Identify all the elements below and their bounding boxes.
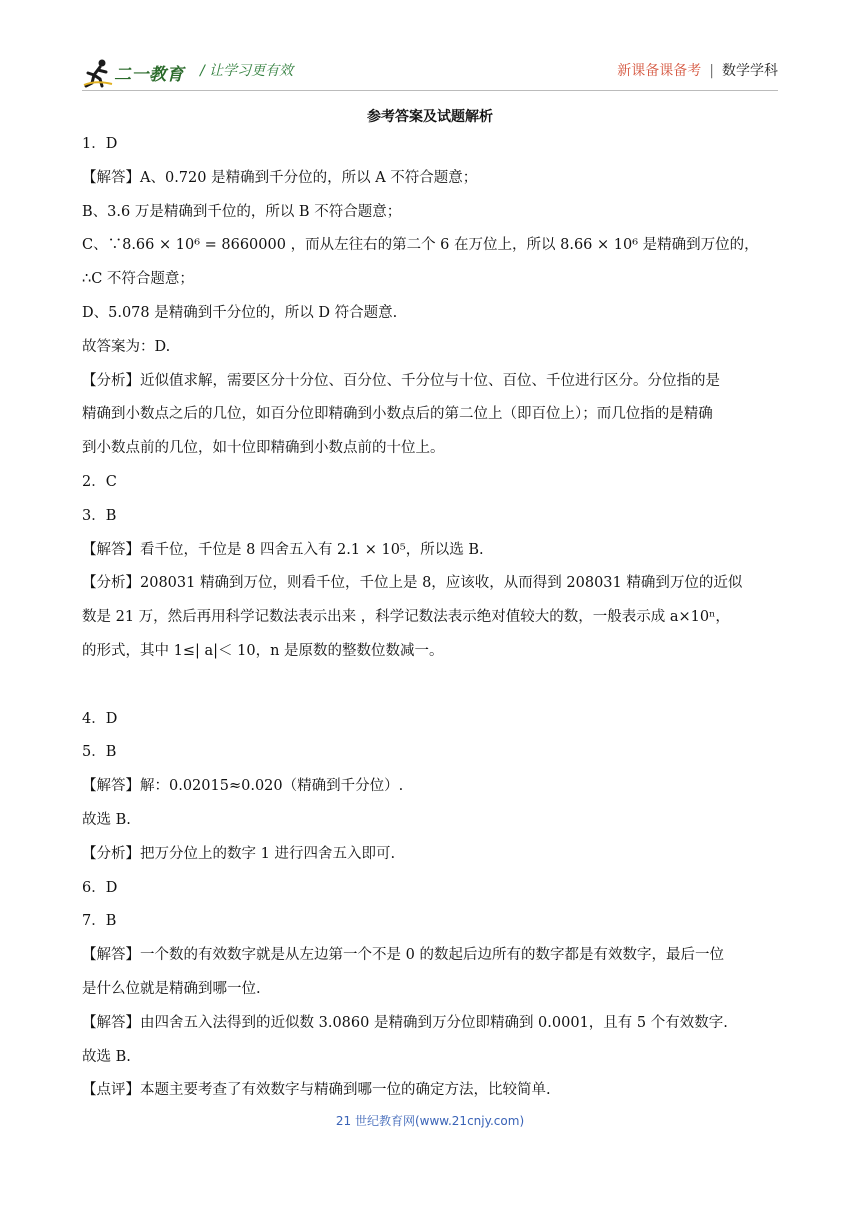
answer-content xyxy=(82,128,778,1108)
blank-line xyxy=(82,669,778,703)
text-line: 2．C xyxy=(82,473,117,490)
text-line: 【点评】本题主要考查了有效数字与精确到哪一位的确定方法，比较简单. xyxy=(82,1082,551,1099)
text-line: 到小数点前的几位，如十位即精确到小数点前的十位上。 xyxy=(82,440,445,457)
subject-label: 数学学科 xyxy=(722,63,778,79)
text-line: 的形式，其中 1≤| a|＜ 10，n 是原数的整数位数减一。 xyxy=(82,642,444,659)
text-line: 精确到小数点之后的几位，如百分位即精确到小数点后的第二位上（即百位上）；而几位指的是精确 xyxy=(82,406,713,423)
text-line: 【分析】把万分位上的数字 1 进行四舍五入即可. xyxy=(82,845,396,862)
text-line: 【解答】看千位，千位是 8 四舍五入有 2.1 × 10⁵，所以选 B. xyxy=(82,541,484,558)
text-line: 数是 21 万，然后再用科学记数法表示出来 ，科学记数法表示绝对值较大的数，一般表示成 a×10ⁿ， xyxy=(82,609,730,626)
text-line: 是什么位就是精确到哪一位. xyxy=(82,980,261,997)
footer-source: 21 世纪教育网(www.21cnjy.com) xyxy=(335,1114,525,1128)
logo xyxy=(82,58,194,88)
text-line: 【解答】A、0.720 是精确到千分位的，所以 A 不符合题意； xyxy=(82,169,478,186)
text-line: 【分析】近似值求解，需要区分十分位、百分位、千分位与十位、百位、千位进行区分。分位指的是 xyxy=(82,372,720,389)
header-divider xyxy=(82,90,778,91)
text-line: 【解答】由四舍五入法得到的近似数 3.0860 是精确到万分位即精确到 0.0001，且有 5 个有效数字. xyxy=(82,1014,728,1031)
text-line: 1．D xyxy=(82,136,118,152)
text-line: D、5.078 是精确到千分位的，所以 D 符合题意. xyxy=(82,304,398,321)
text-line: 故答案为：D. xyxy=(82,338,171,355)
text-line: B、3.6 万是精确到千位的，所以 B 不符合题意； xyxy=(82,203,402,220)
text-line: C、∵8.66 × 10⁶ = 8660000 ，而从左往右的第二个 6 在万位上，所以 8.66 × 10⁶ 是精确到万位的， xyxy=(82,237,759,254)
runner-logo-icon xyxy=(82,58,114,88)
logo-text: 二一教育 xyxy=(114,65,184,85)
slogan: / 让学习更有效 xyxy=(200,63,294,79)
text-line: 【解答】一个数的有效数字就是从左边第一个不是 0 的数起后边所有的数字都是有效数字，最后一位 xyxy=(82,947,724,964)
header-right xyxy=(617,60,778,80)
text-line: 5．B xyxy=(82,744,117,761)
text-line: 4．D xyxy=(82,710,118,727)
text-line: 故选 B. xyxy=(82,811,131,828)
text-line: 7．B xyxy=(82,913,117,930)
text-line: 【解答】解：0.02015≈0.020（精确到千分位）. xyxy=(82,778,404,795)
page-header xyxy=(82,54,778,88)
text-line: 6．D xyxy=(82,879,118,896)
text-line: ∴C 不符合题意； xyxy=(82,271,194,288)
text-line: 故选 B. xyxy=(82,1048,131,1065)
text-line: 【分析】208031 精确到万位，则看千位，千位上是 8，应该收，从而得到 208031 精确到万位的近似 xyxy=(82,575,743,592)
page-title: 参考答案及试题解析 xyxy=(367,109,493,125)
text-line: 3．B xyxy=(82,507,117,524)
course-label: 新课备课备考 xyxy=(617,63,702,79)
header-separator: | xyxy=(709,63,714,79)
